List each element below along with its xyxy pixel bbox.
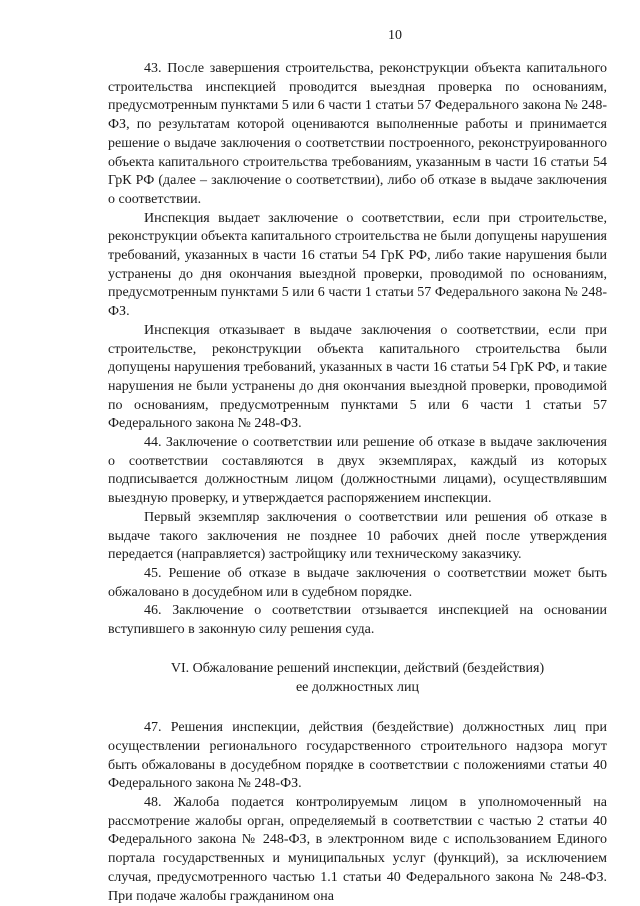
section-heading	[108, 660, 607, 697]
paragraph-46: 46. Заключение о соответствии отзывается инспекцией на основании вступившего в законную силу решения суда.	[108, 603, 607, 638]
paragraph-47: 47. Решения инспекции, действия (бездействие) должностных лиц при осуществлении регионального государственного строительного надзора могут быть обжалованы в досудебном порядке в соответствии с положениями статьи 40 Федерального закона № 248-ФЗ.	[108, 720, 607, 792]
paragraph-inspection-issues: Инспекция выдает заключение о соответствии, если при строительстве, реконструкции объекта капитального строительства не были допущены нарушения требований, указанных в части 16 статьи 54 ГрК РФ, либо такие нарушения были устранены до дня окончания выездной проверки, проводимой по основаниям, предусмотренным пунктами 5 или 6 части 1 статьи 57 Федерального закона № 248-ФЗ.	[108, 210, 607, 320]
page-number: 10	[388, 28, 402, 43]
paragraph-44: 44. Заключение о соответствии или решение об отказе в выдаче заключения о соответствии составляются в двух экземплярах, каждый из которых подписывается должностным лицом (должностными лицами), осуществлявшим выездную проверку, и утверждается распоряжением инспекции.	[108, 435, 607, 507]
paragraph-45: 45. Решение об отказе в выдаче заключения о соответствии может быть обжаловано в досудебном или в судебном порядке.	[108, 565, 607, 600]
paragraph-inspection-refuses: Инспекция отказывает в выдаче заключения о соответствии, если при строительстве, реконструкции объекта капитального строительства были допущены нарушения требований, указанных в части 16 статьи 54 ГрК РФ, и такие нарушения не были устранены до дня окончания выездной проверки, проводимой по основаниям, предусмотренным пунктами 5 или 6 части 1 статьи 57 Федерального закона № 248-ФЗ.	[108, 322, 607, 432]
paragraph-48: 48. Жалоба подается контролируемым лицом в уполномоченный на рассмотрение жалобы орган, определяемый в соответствии с частью 2 статьи 40 Федерального закона № 248-ФЗ, в электронном виде с использованием Единого портала государственных и муниципальных услуг (функций), за исключением случая, предусмотренного частью 1.1 статьи 40 Федерального закона № 248-ФЗ. При подаче жалобы гражданином она	[108, 795, 607, 904]
section-heading-line2: ее должностных лиц	[295, 679, 420, 695]
section-heading-line1: VI. Обжалование решений инспекции, действий (бездействия)	[170, 660, 545, 676]
paragraph-first-copy: Первый экземпляр заключения о соответствии или решения об отказе в выдаче такого заключения не позднее 10 рабочих дней после утверждения передается (направляется) застройщику или техническому заказчику.	[108, 509, 607, 563]
paragraph-43: 43. После завершения строительства, реконструкции объекта капитального строительства инспекцией проводится выездная проверка по основаниям, предусмотренным пунктами 5 или 6 части 1 статьи 57 Федерального закона № 248-ФЗ, по результатам которой оцениваются выполненные работы и принимается решение о выдаче заключения о соответствии построенного, реконструированного объекта капитального строительства требованиям, указанным в части 16 статьи 54 ГрК РФ (далее – заключение о соответствии), либо об отказе в выдаче заключения о соответствии.	[108, 61, 607, 207]
